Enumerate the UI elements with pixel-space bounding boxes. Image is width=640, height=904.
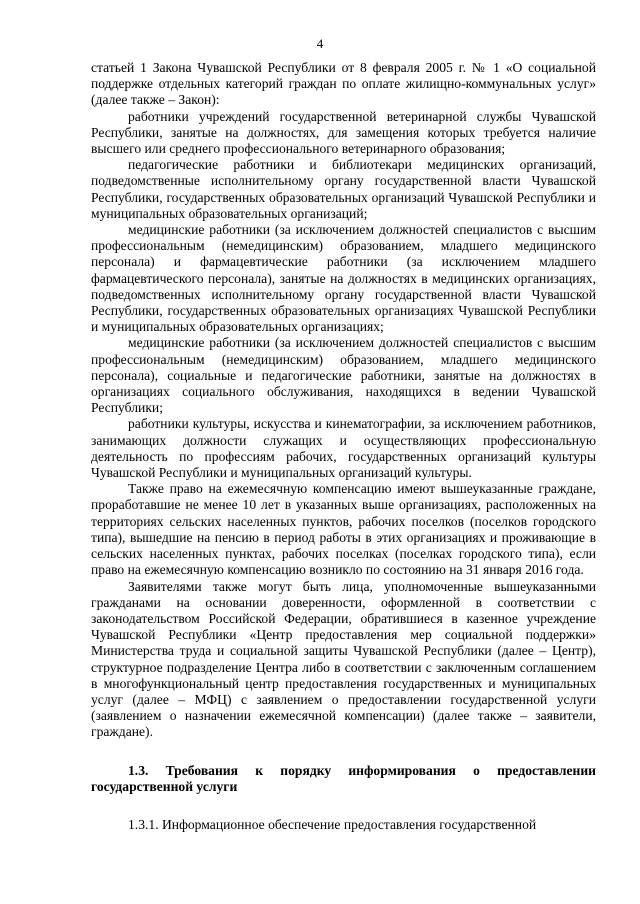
document-body [91,60,596,833]
paragraph-social-workers: медицинские работники (за исключением должностей специалистов с высшим профессиональным (немедицинским) образованием, младшего медицинского персонала), социальные и педагогические работники, занятые на должностях в организациях социального обслуживания, находящихся в ведении Чувашской Республики; [91,335,596,416]
paragraph-law-reference: статьей 1 Закона Чувашской Республики от 8 февраля 2005 г. № 1 «О социальной поддержке отдельных категорий граждан по оплате жилищно-коммунальных услуг» (далее также – Закон): [91,60,596,108]
paragraph-information-support: 1.3.1. Информационное обеспечение предоставления государственной [128,816,537,832]
paragraph-medical-workers: медицинские работники (за исключением должностей специалистов с высшим профессиональным (немедицинским) образованием, младшего медицинского персонала) и фармацевтические работники (за исключением младшего фармацевтического персонала), занятые на должностях в медицинских организациях, подведомственных исполнительному органу государственной власти Чувашской Республики, государственных образовательных организациях Чувашской Республики и муниципальных образовательных организациях; [91,222,596,335]
paragraph-culture-workers: работники культуры, искусства и кинематографии, за исключением работников, занимающих должности служащих и осуществляющих профессиональную деятельность по профессиям рабочих, государственных организаций культуры Чувашской Республики и муниципальных организаций культуры. [91,416,596,481]
paragraph-retired-workers: Также право на ежемесячную компенсацию имеют вышеуказанные граждане, проработавшие не менее 10 лет в указанных выше организациях, расположенных на территориях сельских населенных пунктов, рабочих поселков (поселков городского типа), вышедшие на пенсию в период работы в этих организациях и проживающие в сельских населенных пунктах, рабочих поселках (поселках городского типа), если право на ежемесячную компенсацию возникло по состоянию на 31 января 2016 года. [91,481,596,578]
paragraph-veterinary-workers: работники учреждений государственной ветеринарной службы Чувашской Республики, занятые на должностях, для замещения которых требуется наличие высшего или среднего профессионального ветеринарного образования; [91,108,596,157]
paragraph-applicants: Заявителями также могут быть лица, уполномоченные вышеуказанными гражданами на основании доверенности, оформленной в соответствии с законодательством Российской Федерации, обратившиеся в казенное учреждение Чувашской Республики «Центр предоставления мер социальной поддержки» Министерства труда и социальной защиты Чувашской Республики (далее – Центр), структурное подразделение Центра либо в соответствии с заключенным соглашением в многофункциональный центр предоставления государственных и муниципальных услуг (далее – МФЦ) с заявлением о предоставлении государственной услуги (заявлением о назначении ежемесячной компенсации) (далее также – заявители, граждане). [91,578,596,740]
section-heading: 1.3. Требования к порядку информирования о предоставлении государственной услуги [91,762,596,794]
page-number: 4 [316,36,324,51]
paragraph-pedagogical-workers: педагогические работники и библиотекари медицинских организаций, подведомственные исполнительному органу государственной власти Чувашской Республики, государственных образовательных организаций Чувашской Республики и муниципальных образовательных организаций; [91,157,596,221]
